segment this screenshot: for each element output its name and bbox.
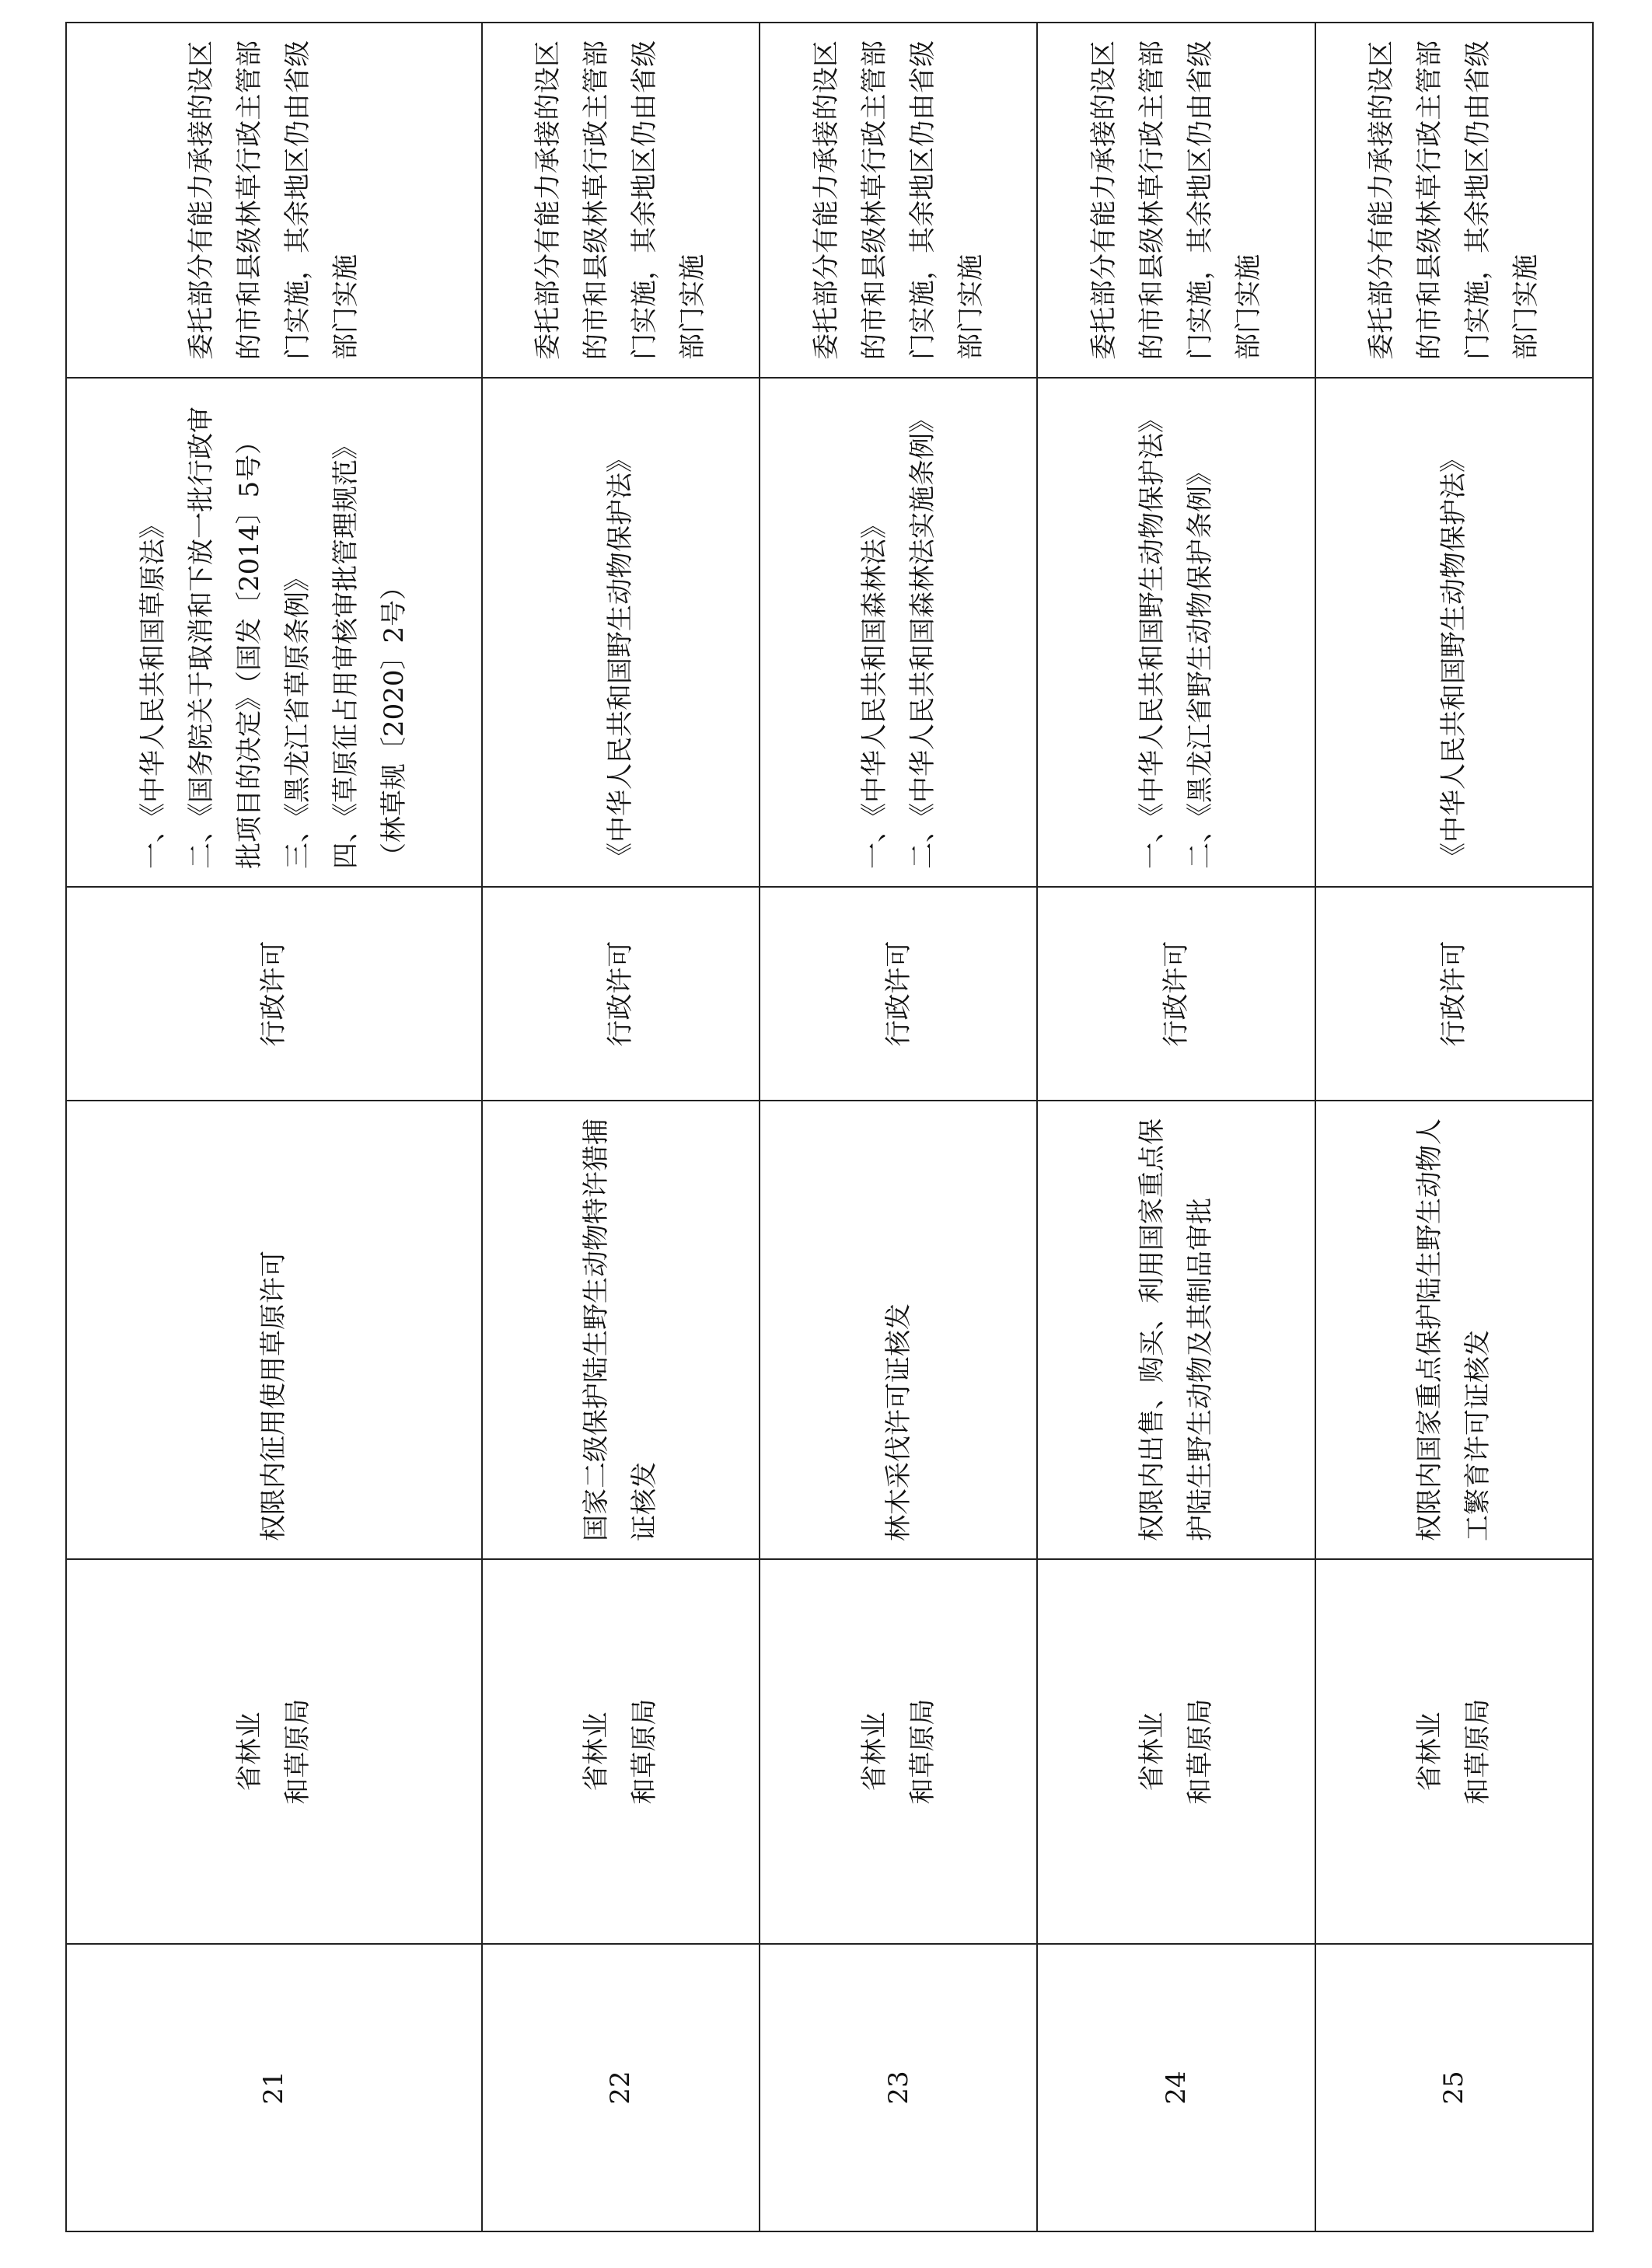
item-name-cell: 林木采伐许可证核发 xyxy=(760,1101,1037,1559)
legal-basis-line: 四、《草原征占用审核审批管理规范》（林草规〔2020〕2号） xyxy=(330,433,410,869)
department-line: 和草原局 xyxy=(282,1698,314,1805)
item-type-cell: 行政许可 xyxy=(482,887,760,1101)
legal-basis-cell xyxy=(482,378,760,887)
department-line: 省林业 xyxy=(234,1711,266,1792)
item-name-cell: 权限内征用使用草原许可 xyxy=(66,1101,482,1559)
table-row xyxy=(66,23,482,2231)
department-line: 和草原局 xyxy=(1184,1698,1216,1805)
table-row xyxy=(760,23,1037,2231)
implementation-note-cell: 委托部分有能力承接的设区的市和县级林草行政主管部门实施，其余地区仍由省级部门实施 xyxy=(66,23,482,378)
items-table xyxy=(65,22,1594,2232)
legal-basis-line: 一、《中华人民共和国草原法》 xyxy=(138,512,169,869)
item-type-cell: 行政许可 xyxy=(760,887,1037,1101)
legal-basis-cell xyxy=(66,378,482,887)
item-name-cell: 权限内国家重点保护陆生野生动物人工繁育许可证核发 xyxy=(1315,1101,1593,1559)
implementation-note-cell: 委托部分有能力承接的设区的市和县级林草行政主管部门实施，其余地区仍由省级部门实施 xyxy=(1037,23,1315,378)
legal-basis-cell xyxy=(1315,378,1593,887)
row-number-cell: 22 xyxy=(482,1944,760,2231)
table-row xyxy=(482,23,760,2231)
item-type-cell: 行政许可 xyxy=(1037,887,1315,1101)
department-cell xyxy=(760,1559,1037,1944)
department-cell xyxy=(1315,1559,1593,1944)
implementation-note-cell: 委托部分有能力承接的设区的市和县级林草行政主管部门实施，其余地区仍由省级部门实施 xyxy=(760,23,1037,378)
implementation-note-cell: 委托部分有能力承接的设区的市和县级林草行政主管部门实施，其余地区仍由省级部门实施 xyxy=(482,23,760,378)
legal-basis-line: 一、《中华人民共和国野生动物保护法》 xyxy=(1136,406,1168,869)
rotated-table-wrapper xyxy=(65,23,1594,2232)
department-line: 省林业 xyxy=(858,1711,890,1792)
legal-basis-line: 《中华人民共和国野生动物保护法》 xyxy=(1438,446,1470,869)
implementation-note-cell: 委托部分有能力承接的设区的市和县级林草行政主管部门实施，其余地区仍由省级部门实施 xyxy=(1315,23,1593,378)
department-cell xyxy=(1037,1559,1315,1944)
legal-basis-cell xyxy=(1037,378,1315,887)
item-name-cell: 权限内出售、购买、利用国家重点保护陆生野生动物及其制品审批 xyxy=(1037,1101,1315,1559)
item-type-cell: 行政许可 xyxy=(1315,887,1593,1101)
table-row xyxy=(1037,23,1315,2231)
department-line: 和草原局 xyxy=(629,1698,661,1805)
item-name-cell: 国家二级保护陆生野生动物特许猎捕证核发 xyxy=(482,1101,760,1559)
legal-basis-line: 二、《黑龙江省野生动物保护条例》 xyxy=(1184,459,1216,869)
legal-basis-line: 三、《黑龙江省草原条例》 xyxy=(282,565,314,869)
department-line: 省林业 xyxy=(1136,1711,1168,1792)
item-type-cell: 行政许可 xyxy=(66,887,482,1101)
department-line: 和草原局 xyxy=(906,1698,938,1805)
legal-basis-line: 一、《中华人民共和国森林法》 xyxy=(858,512,890,869)
legal-basis-line: 二、《国务院关于取消和下放一批行政审批项目的决定》（国发〔2014〕5号） xyxy=(186,406,266,869)
legal-basis-cell xyxy=(760,378,1037,887)
department-cell xyxy=(482,1559,760,1944)
row-number-cell: 25 xyxy=(1315,1944,1593,2231)
legal-basis-line: 《中华人民共和国野生动物保护法》 xyxy=(605,446,637,869)
row-number-cell: 24 xyxy=(1037,1944,1315,2231)
items-table-body xyxy=(66,23,1593,2231)
row-number-cell: 21 xyxy=(66,1944,482,2231)
legal-basis-line: 二、《中华人民共和国森林法实施条例》 xyxy=(906,406,938,869)
row-number-cell: 23 xyxy=(760,1944,1037,2231)
department-line: 省林业 xyxy=(1414,1711,1446,1792)
department-line: 和草原局 xyxy=(1462,1698,1494,1805)
department-line: 省林业 xyxy=(581,1711,613,1792)
table-row xyxy=(1315,23,1593,2231)
department-cell xyxy=(66,1559,482,1944)
